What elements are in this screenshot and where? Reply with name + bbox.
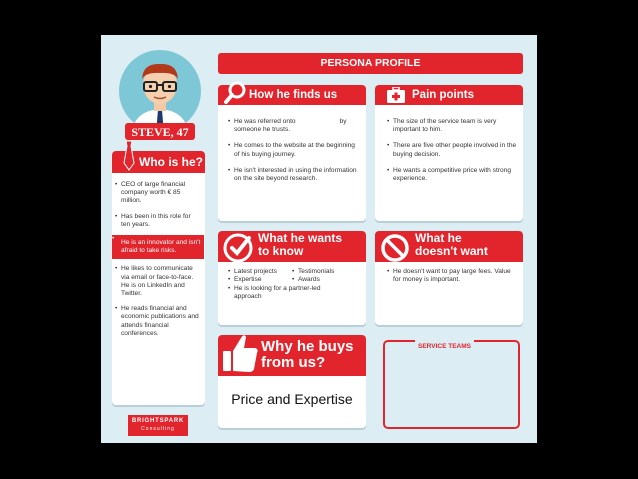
list-item: • Testimonials <box>292 268 356 276</box>
highlight-item: • He is an innovator and isn't afraid to take risks. <box>112 235 204 259</box>
dont-list <box>387 268 517 291</box>
why-title-line2: from us? <box>261 354 326 371</box>
pain-title: Pain points <box>412 89 474 101</box>
service-teams-title: SERVICE TEAMS <box>418 343 471 350</box>
finds-card <box>218 85 366 221</box>
list-item: • He was referred onto by someone he trusts. <box>228 118 360 134</box>
wants-card <box>218 231 366 325</box>
who-list <box>115 181 201 345</box>
who-title: Who is he? <box>139 155 203 169</box>
no-entry-icon <box>380 232 412 269</box>
wants-title-line2: to know <box>258 244 304 258</box>
page-title-banner <box>218 53 523 74</box>
magnifier-icon <box>224 81 246 110</box>
page-title: PERSONA PROFILE <box>320 57 421 69</box>
logo-line1: BRIGHTSPARK <box>131 418 185 424</box>
why-answer: Price and Expertise <box>231 391 353 407</box>
list-item: • Awards <box>292 276 356 284</box>
logo-line2: Consulting <box>141 426 175 432</box>
thumbs-up-icon <box>222 333 260 380</box>
list-item: • He comes to the website at the beginning of his buying journey. <box>228 142 360 158</box>
persona-name-tag <box>125 123 195 140</box>
dont-title-line2: doesn't want <box>415 244 488 258</box>
list-item: • Expertise <box>228 276 288 284</box>
service-teams-box <box>383 340 520 429</box>
wants-extra <box>228 285 348 308</box>
list-item: • There are five other people involved in the buying decision. <box>387 142 517 158</box>
wants-col2 <box>292 268 356 284</box>
pain-card <box>375 85 523 221</box>
why-title-line1: Why he buys <box>261 338 354 355</box>
persona-name: STEVE, 47 <box>131 125 189 139</box>
finds-title: How he finds us <box>249 89 338 101</box>
service-teams-title-wrap <box>415 335 474 353</box>
medkit-icon <box>387 87 405 108</box>
list-item: • He wants a competitive price with strong experience. <box>387 167 517 183</box>
avatar <box>118 49 202 133</box>
why-card <box>218 335 366 428</box>
who-is-he-card <box>112 151 205 405</box>
wants-title-line1: What he wants <box>258 231 343 245</box>
dont-want-card <box>375 231 523 325</box>
wants-col1 <box>228 268 288 284</box>
list-item: • He reads financial and economic publications and attends financial conferences. <box>115 305 201 338</box>
pain-list <box>387 118 517 190</box>
tie-icon <box>120 141 138 176</box>
list-item: • Latest projects <box>228 268 288 276</box>
list-item: • He likes to communicate via email or face-to-face. He is on LinkedIn and Twitter. <box>115 265 201 298</box>
brightspark-logo <box>128 415 188 436</box>
dont-title-line1: What he <box>415 231 462 245</box>
list-item: • The size of the service team is very important to him. <box>387 118 517 134</box>
persona-slide <box>101 35 537 443</box>
list-item: • He is looking for a partner-led approach <box>228 285 348 301</box>
list-item: • He doesn't want to pay large fees. Value for money is important. <box>387 268 517 284</box>
list-item: • CEO of large financial company worth € 85 million. <box>115 181 201 206</box>
list-item: • Has been in this role for ten years. <box>115 213 201 229</box>
checkmark-circle-icon <box>223 232 255 269</box>
list-item: • He isn't interested in using the information on the site beyond research. <box>228 167 360 183</box>
finds-list <box>228 118 360 190</box>
businessman-avatar-icon <box>118 49 202 133</box>
